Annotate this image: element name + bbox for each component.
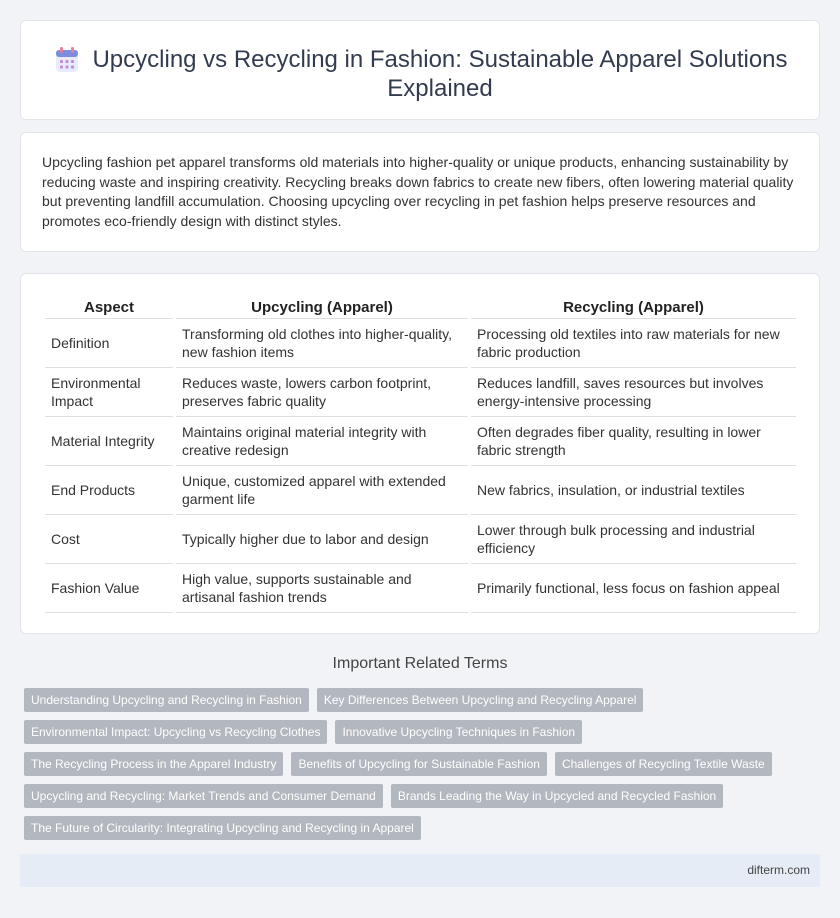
- related-terms-list: [24, 688, 804, 848]
- cell-recycling: Processing old textiles into raw materials for new fabric production: [471, 319, 796, 368]
- cell-upcycling: Reduces waste, lowers carbon footprint, preserves fabric quality: [176, 368, 468, 417]
- cell-recycling: Primarily functional, less focus on fashion appeal: [471, 564, 796, 613]
- comparison-card: [20, 273, 820, 634]
- cell-aspect: End Products: [45, 466, 173, 515]
- footer-site-link[interactable]: difterm.com: [747, 863, 810, 877]
- table-row: [45, 319, 796, 368]
- cell-upcycling: Unique, customized apparel with extended garment life: [176, 466, 468, 515]
- related-term-link[interactable]: The Future of Circularity: Integrating Upcycling and Recycling in Apparel: [24, 816, 421, 840]
- cell-upcycling: Transforming old clothes into higher-quality, new fashion items: [176, 319, 468, 368]
- cell-recycling: New fabrics, insulation, or industrial textiles: [471, 466, 796, 515]
- related-term-link[interactable]: Innovative Upcycling Techniques in Fashion: [335, 720, 582, 744]
- cell-upcycling: Maintains original material integrity with creative redesign: [176, 417, 468, 466]
- table-header-row: [45, 296, 796, 319]
- header-recycling: Recycling (Apparel): [471, 296, 796, 319]
- cell-recycling: Reduces landfill, saves resources but involves energy-intensive processing: [471, 368, 796, 417]
- header-upcycling: Upcycling (Apparel): [176, 296, 468, 319]
- related-term-link[interactable]: Brands Leading the Way in Upcycled and Recycled Fashion: [391, 784, 723, 808]
- table-row: [45, 564, 796, 613]
- cell-aspect: Material Integrity: [45, 417, 173, 466]
- related-term-link[interactable]: Key Differences Between Upcycling and Recycling Apparel: [317, 688, 644, 712]
- title-card: [20, 20, 820, 120]
- page-title: Upcycling vs Recycling in Fashion: Sustainable Apparel Solutions Explained: [92, 46, 788, 102]
- cell-aspect: Cost: [45, 515, 173, 564]
- cell-upcycling: High value, supports sustainable and artisanal fashion trends: [176, 564, 468, 613]
- table-row: [45, 515, 796, 564]
- header-aspect: Aspect: [45, 296, 173, 319]
- related-term-link[interactable]: Upcycling and Recycling: Market Trends and Consumer Demand: [24, 784, 383, 808]
- cell-aspect: Environmental Impact: [45, 368, 173, 417]
- related-terms-heading: Important Related Terms: [332, 655, 508, 672]
- cell-recycling: Often degrades fiber quality, resulting in lower fabric strength: [471, 417, 796, 466]
- cell-aspect: Definition: [45, 319, 173, 368]
- cell-upcycling: Typically higher due to labor and design: [176, 515, 468, 564]
- table-row: [45, 466, 796, 515]
- related-term-link[interactable]: Understanding Upcycling and Recycling in Fashion: [24, 688, 309, 712]
- table-row: [45, 417, 796, 466]
- related-term-link[interactable]: Benefits of Upcycling for Sustainable Fashion: [291, 752, 546, 776]
- intro-paragraph: Upcycling fashion pet apparel transforms old materials into higher-quality or unique products, enhancing sustainability by reducing waste and inspiring creativity. Recycling breaks down fabrics to create new fibers, often lowering material quality but preventing landfill accumulation. Choosing upcycling over recycling in pet fashion helps preserve resources and promotes eco-friendly design with distinct styles.: [42, 154, 794, 229]
- cell-recycling: Lower through bulk processing and industrial efficiency: [471, 515, 796, 564]
- cell-aspect: Fashion Value: [45, 564, 173, 613]
- footer-bar: [20, 854, 820, 887]
- comparison-table: [42, 296, 799, 613]
- related-term-link[interactable]: Environmental Impact: Upcycling vs Recycling Clothes: [24, 720, 327, 744]
- intro-card: [20, 132, 820, 252]
- table-row: [45, 368, 796, 417]
- related-term-link[interactable]: Challenges of Recycling Textile Waste: [555, 752, 772, 776]
- related-term-link[interactable]: The Recycling Process in the Apparel Industry: [24, 752, 283, 776]
